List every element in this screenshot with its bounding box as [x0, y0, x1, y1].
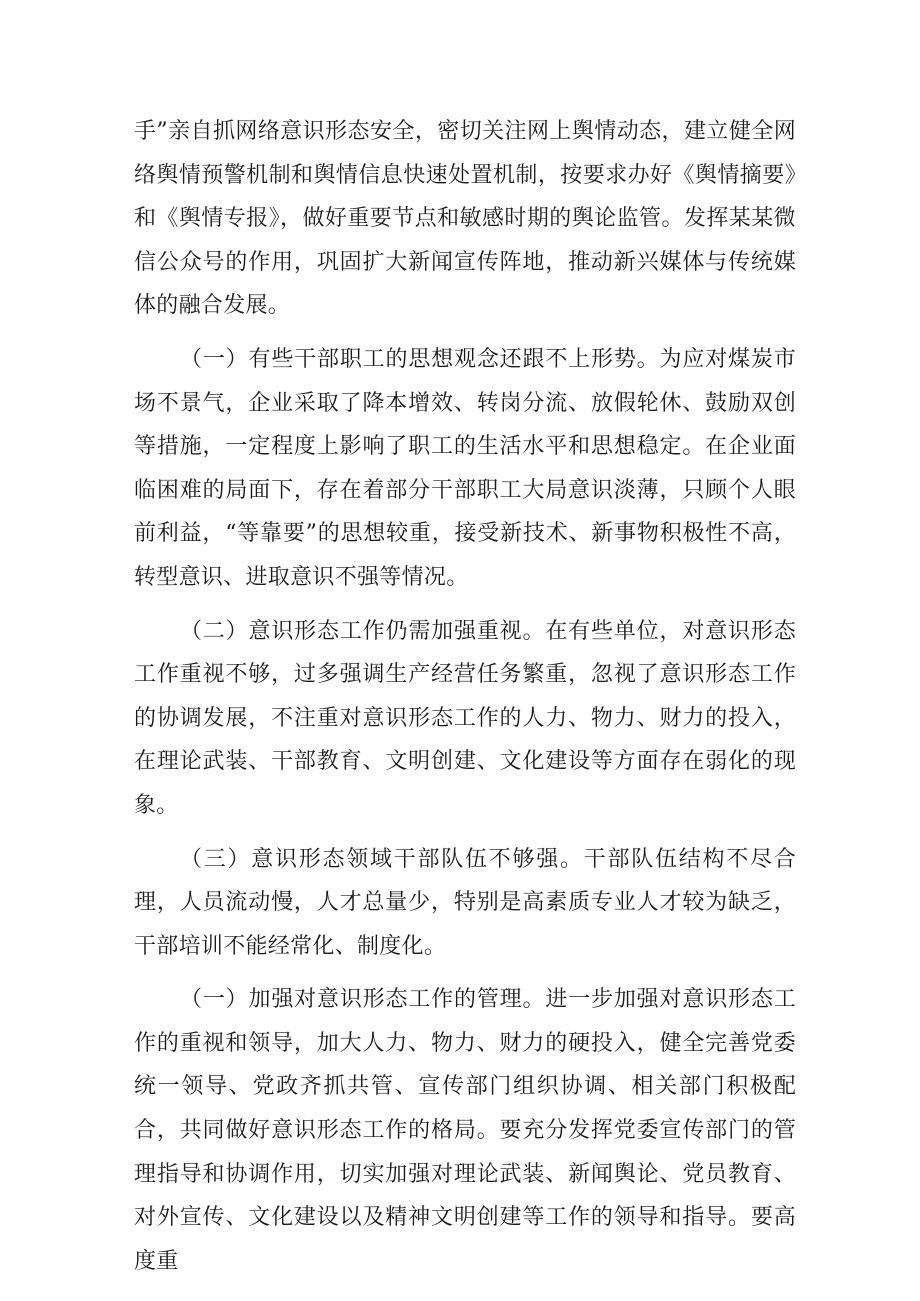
paragraph-measure-1: （一）加强对意识形态工作的管理。进一步加强对意识形态工作的重视和领导，加大人力、物力、财力的硬投入，健全完善党委统一领导、党政齐抓共管、宣传部门组织协调、相关部门积极配合，共同做好意识形态工作的格局。要充分发挥党委宣传部门的管理指导和协调作用，切实加强对理论武装、新闻舆论、党员教育、对外宣传、文化建设以及精神文明创建等工作的领导和指导。要高度重 — [134, 987, 796, 1274]
paragraph-issue-2: （二）意识形态工作仍需加强重视。在有些单位，对意识形态工作重视不够，过多强调生产经营任务繁重，忽视了意识形态工作的协调发展，不注重对意识形态工作的人力、物力、财力的投入，在理论武装、干部教育、文明创建、文化建设等方面存在弱化的现象。 — [134, 618, 796, 818]
paragraph-issue-1: （一）有些干部职工的思想观念还跟不上形势。为应对煤炭市场不景气，企业采取了降本增效、转岗分流、放假轮休、鼓励双创等措施，一定程度上影响了职工的生活水平和思想稳定。在企业面临困难的局面下，存在着部分干部职工大局意识淡薄，只顾个人眼前利益，“等靠要”的思想较重，接受新技术、新事物积极性不高，转型意识、进取意识不强等情况。 — [134, 346, 796, 590]
document-body — [134, 110, 796, 1293]
paragraph-issue-3: （三）意识形态领域干部队伍不够强。干部队伍结构不尽合理，人员流动慢，人才总量少，特别是高素质专业人才较为缺乏，干部培训不能经常化、制度化。 — [134, 846, 796, 959]
paragraph-continuation: 手”亲自抓网络意识形态安全，密切关注网上舆情动态，建立健全网络舆情预警机制和舆情信息快速处置机制，按要求办好《舆情摘要》和《舆情专报》，做好重要节点和敏感时期的舆论监管。发挥某某微信公众号的作用，巩固扩大新闻宣传阵地，推动新兴媒体与传统媒体的融合发展。 — [134, 119, 796, 319]
